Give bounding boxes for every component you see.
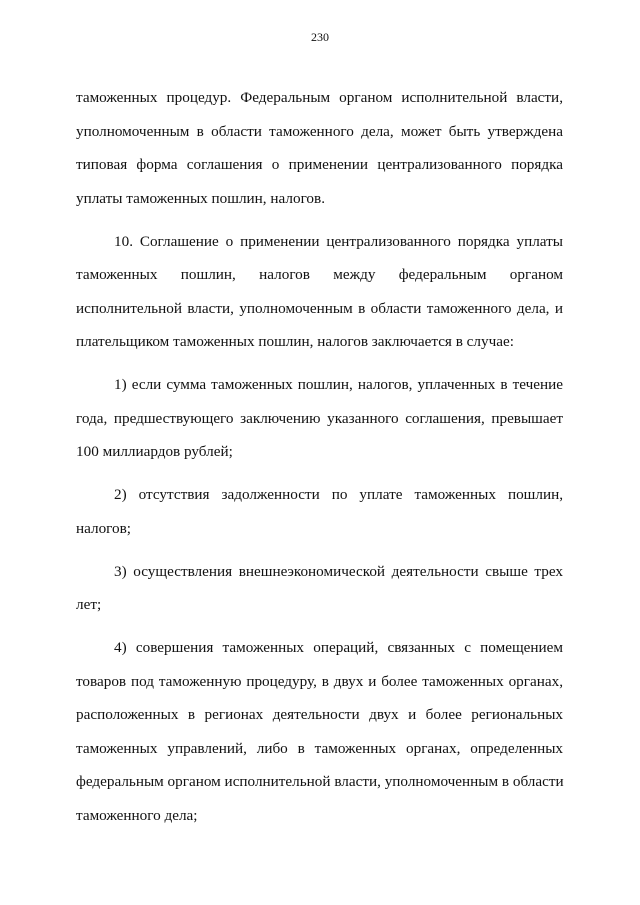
text-line: исполнительной власти, уполномоченным в области таможенного дела, и (76, 299, 563, 317)
text-line: 4) совершения таможенных операций, связанных с помещением (114, 639, 563, 656)
text-line: расположенных в регионах деятельности двух и более региональных (76, 706, 563, 723)
list-item-1 (76, 368, 563, 469)
text-line: 2) отсутствия задолженности по уплате таможенных пошлин, (114, 486, 563, 503)
text-line: федеральным органом исполнительной власти, уполномоченным в области (76, 773, 564, 790)
text-line: года, предшествующего заключению указанного соглашения, превышает (76, 409, 563, 427)
text-line: товаров под таможенную процедуру, в двух и более таможенных органах, (76, 672, 563, 690)
text-line: таможенных управлений, либо в таможенных органах, определенных (76, 739, 563, 757)
text-line: 100 миллиардов рублей; (76, 443, 233, 460)
text-line: 1) если сумма таможенных пошлин, налогов, уплаченных в течение (114, 376, 563, 393)
text-line: 10. Соглашение о применении централизованного порядка уплаты (114, 232, 563, 250)
list-item-3 (76, 555, 563, 622)
text-line: типовая форма соглашения о применении централизованного порядка (76, 156, 563, 173)
text-line: уплаты таможенных пошлин, налогов. (76, 189, 325, 207)
text-line: таможенного дела; (76, 806, 198, 824)
list-item-4 (76, 631, 563, 832)
document-body (76, 81, 563, 832)
text-line: таможенных процедур. Федеральным органом исполнительной власти, (76, 89, 563, 106)
text-line: уполномоченным в области таможенного дела, может быть утверждена (76, 122, 563, 140)
list-item-2 (76, 478, 563, 545)
text-line: плательщиком таможенных пошлин, налогов заключается в случае: (76, 333, 514, 350)
text-line: таможенных пошлин, налогов между федеральным органом (76, 266, 563, 283)
text-line: 3) осуществления внешнеэкономической деятельности свыше трех (114, 562, 563, 580)
paragraph-continuation (76, 81, 563, 215)
text-line: налогов; (76, 519, 132, 537)
paragraph-clause-10 (76, 225, 563, 359)
text-line: лет; (76, 596, 102, 613)
page-number: 230 (311, 30, 329, 44)
